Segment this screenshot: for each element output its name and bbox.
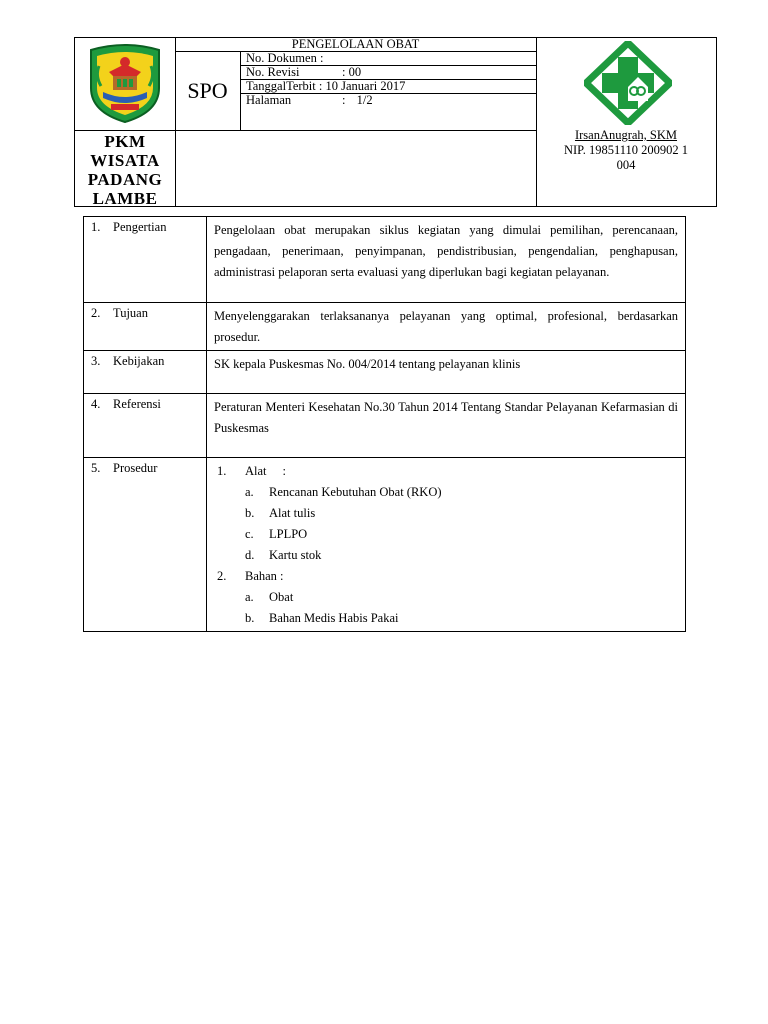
signatory-name: IrsanAnugrah, SKM bbox=[574, 128, 678, 142]
row-label bbox=[84, 394, 207, 458]
list-text: Obat bbox=[269, 590, 294, 604]
list-item bbox=[214, 545, 678, 566]
table-row bbox=[84, 303, 686, 351]
row-text: Pengelolaan obat merupakan siklus kegiatan yang dimulai pemilihan, perencanaan, pengadaan, penerimaan, penyimpanan, pendistribusian, pengendalian, penghapusan, administrasi pelaporan serta evaluasi yang diperlukan bagi kegiatan pelayanan. bbox=[207, 217, 686, 303]
field-sep: : bbox=[319, 51, 324, 65]
list-text: Alat bbox=[245, 464, 267, 478]
field-label: Halaman bbox=[246, 93, 292, 107]
list-text: LPLPO bbox=[269, 527, 308, 541]
row-number: 5. bbox=[91, 461, 101, 475]
row-label-text: Kebijakan bbox=[113, 354, 165, 368]
list-text: Bahan : bbox=[245, 569, 284, 583]
row-number: 2. bbox=[91, 306, 101, 320]
document-title: PENGELOLAAN OBAT bbox=[291, 37, 420, 51]
field-label: No. Revisi bbox=[246, 65, 300, 79]
regional-emblem-logo bbox=[81, 42, 169, 126]
list-item bbox=[214, 608, 678, 629]
row-label bbox=[84, 303, 207, 351]
field-sep: : bbox=[318, 79, 323, 93]
list-number: 2. bbox=[217, 569, 227, 583]
spo-label: SPO bbox=[187, 78, 228, 103]
field-value: 1/2 bbox=[356, 93, 373, 107]
list-item bbox=[214, 482, 678, 503]
list-letter: b. bbox=[245, 506, 255, 520]
signatory-nip-cont: 004 bbox=[616, 158, 636, 172]
field-tanggal-terbit bbox=[246, 79, 531, 94]
field-label: TanggalTerbit bbox=[246, 79, 316, 93]
list-item: 1. Alat : bbox=[214, 461, 678, 482]
procedure-table bbox=[83, 216, 686, 632]
list-letter: c. bbox=[245, 527, 254, 541]
org-line: WISATA bbox=[90, 151, 160, 170]
field-no-revisi bbox=[246, 65, 531, 80]
list-item bbox=[214, 587, 678, 608]
list-letter: d. bbox=[245, 548, 255, 562]
signatory-nip: NIP. 19851110 200902 1 bbox=[563, 143, 689, 157]
org-line: PKM bbox=[104, 132, 146, 151]
document-header bbox=[74, 37, 717, 207]
row-label-text: Pengertian bbox=[113, 220, 167, 234]
list-letter: a. bbox=[245, 485, 254, 499]
row-label-text: Prosedur bbox=[113, 461, 158, 475]
field-halaman bbox=[246, 93, 531, 108]
list-text: Alat tulis bbox=[269, 506, 316, 520]
row-label-text: Referensi bbox=[113, 397, 161, 411]
field-label: No. Dokumen bbox=[246, 51, 317, 65]
row-number: 3. bbox=[91, 354, 101, 368]
org-line: LAMBE bbox=[92, 189, 158, 208]
signatory-block bbox=[536, 128, 716, 173]
list-text: Rencanan Kebutuhan Obat (RKO) bbox=[269, 485, 442, 499]
field-sep: : bbox=[342, 65, 346, 79]
list-text: Kartu stok bbox=[269, 548, 322, 562]
row-label bbox=[84, 217, 207, 303]
row-number: 4. bbox=[91, 397, 101, 411]
row-text: Menyelenggarakan terlaksananya pelayanan yang optimal, profesional, berdasarkan prosedur. bbox=[207, 303, 686, 351]
row-text: Peraturan Menteri Kesehatan No.30 Tahun 2014 Tentang Standar Pelayanan Kefarmasian di Puskesmas bbox=[207, 394, 686, 458]
table-row bbox=[84, 458, 686, 632]
organization-name bbox=[75, 132, 175, 208]
list-text: Bahan Medis Habis Pakai bbox=[269, 611, 399, 625]
row-number: 1. bbox=[91, 220, 101, 234]
table-row bbox=[84, 217, 686, 303]
list-item bbox=[214, 503, 678, 524]
field-sep: : bbox=[342, 93, 346, 107]
procedure-list bbox=[207, 458, 686, 632]
list-item bbox=[214, 566, 678, 587]
row-label bbox=[84, 351, 207, 394]
table-row bbox=[84, 351, 686, 394]
field-value: 10 Januari 2017 bbox=[325, 79, 406, 93]
list-letter: b. bbox=[245, 611, 255, 625]
field-value: 00 bbox=[348, 65, 362, 79]
org-line: PADANG bbox=[87, 170, 163, 189]
list-item bbox=[214, 524, 678, 545]
list-number: 1. bbox=[217, 464, 227, 478]
puskesmas-logo bbox=[584, 41, 672, 125]
list-letter: a. bbox=[245, 590, 254, 604]
field-no-dokumen bbox=[246, 51, 531, 66]
row-text: SK kepala Puskesmas No. 004/2014 tentang pelayanan klinis bbox=[207, 351, 686, 394]
row-label bbox=[84, 458, 207, 632]
row-label-text: Tujuan bbox=[113, 306, 148, 320]
table-row bbox=[84, 394, 686, 458]
